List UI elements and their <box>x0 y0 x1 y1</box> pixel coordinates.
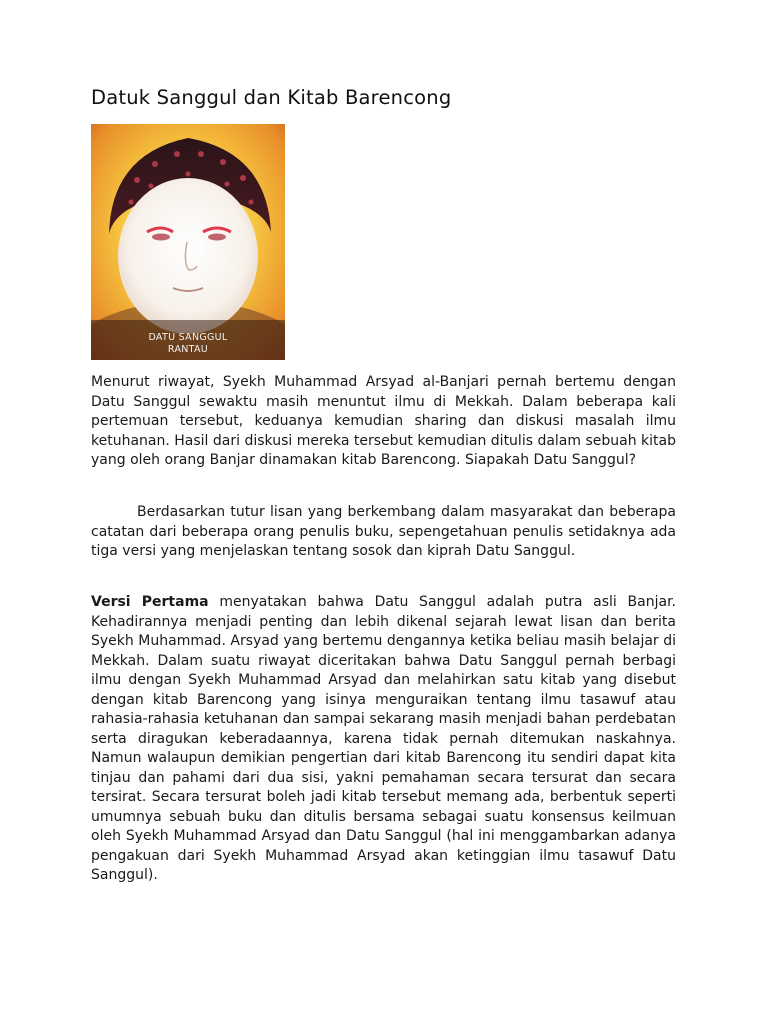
paragraph-versi-pertama <box>91 593 676 886</box>
paragraph-versions: Berdasarkan tutur lisan yang berkembang dalam masyarakat dan beberapa catatan dari beberapa orang penulis buku, sepengetahuan penulis setidaknya ada tiga versi yang menjelaskan tentang sosok dan kiprah Datu Sanggul. <box>91 504 676 559</box>
portrait-caption-line2: RANTAU <box>167 344 209 355</box>
versi-pertama-text: menyatakan bahwa Datu Sanggul adalah putra asli Banjar. Kehadirannya menjadi penting dan lebih dikenal sejarah lewat lisan dan berita Syekh Muhammad. Arsyad yang bertemu dengannya ketika beliau masih belajar di Mekkah. Dalam suatu riwayat diceritakan bahwa Datu Sanggul pernah berbagi ilmu dengan Syekh Muhammad Arsyad dan melahirkan satu kitab yang disebut dengan kitab Barencong yang isinya menguraikan tentang ilmu tasawuf atau rahasia-rahasia ketuhanan dan sampai sekarang masih menjadi bahan perdebatan serta diragukan keberadaannya, karena tidak pernah ditemukan naskahnya. Namun walaupun demikian pengertian dari kitab Barencong itu sendiri dapat kita tinjau dan pahami dari dua sisi, yakni pemahaman secara tersurat dan secara tersirat. Secara tersurat boleh jadi kitab tersebut memang ada, berbentuk seperti umumnya sebuah buku dan ditulis bersama sebagai suatu konsensus keilmuan oleh Syekh Muhammad Arsyad dan Datu Sanggul (hal ini menggambarkan adanya pengakuan dari Syekh Muhammad Arsyad akan ketinggian ilmu tasawuf Datu Sanggul). <box>91 594 676 883</box>
portrait-image <box>91 124 285 360</box>
document-title: Datuk Sanggul dan Kitab Barencong <box>91 86 452 109</box>
paragraph-intro: Menurut riwayat, Syekh Muhammad Arsyad al-Banjari pernah bertemu dengan Datu Sanggul sewaktu masih menuntut ilmu di Mekkah. Dalam beberapa kali pertemuan tersebut, keduanya kemudian sharing dan diskusi masalah ilmu ketuhanan. Hasil dari diskusi mereka tersebut kemudian ditulis dalam sebuah kitab yang oleh orang Banjar dinamakan kitab Barencong. Siapakah Datu Sanggul? <box>91 374 676 468</box>
versi-pertama-label: Versi Pertama <box>91 594 209 610</box>
portrait-illustration <box>91 124 285 360</box>
portrait-caption-line1: DATU SANGGUL <box>148 332 228 343</box>
